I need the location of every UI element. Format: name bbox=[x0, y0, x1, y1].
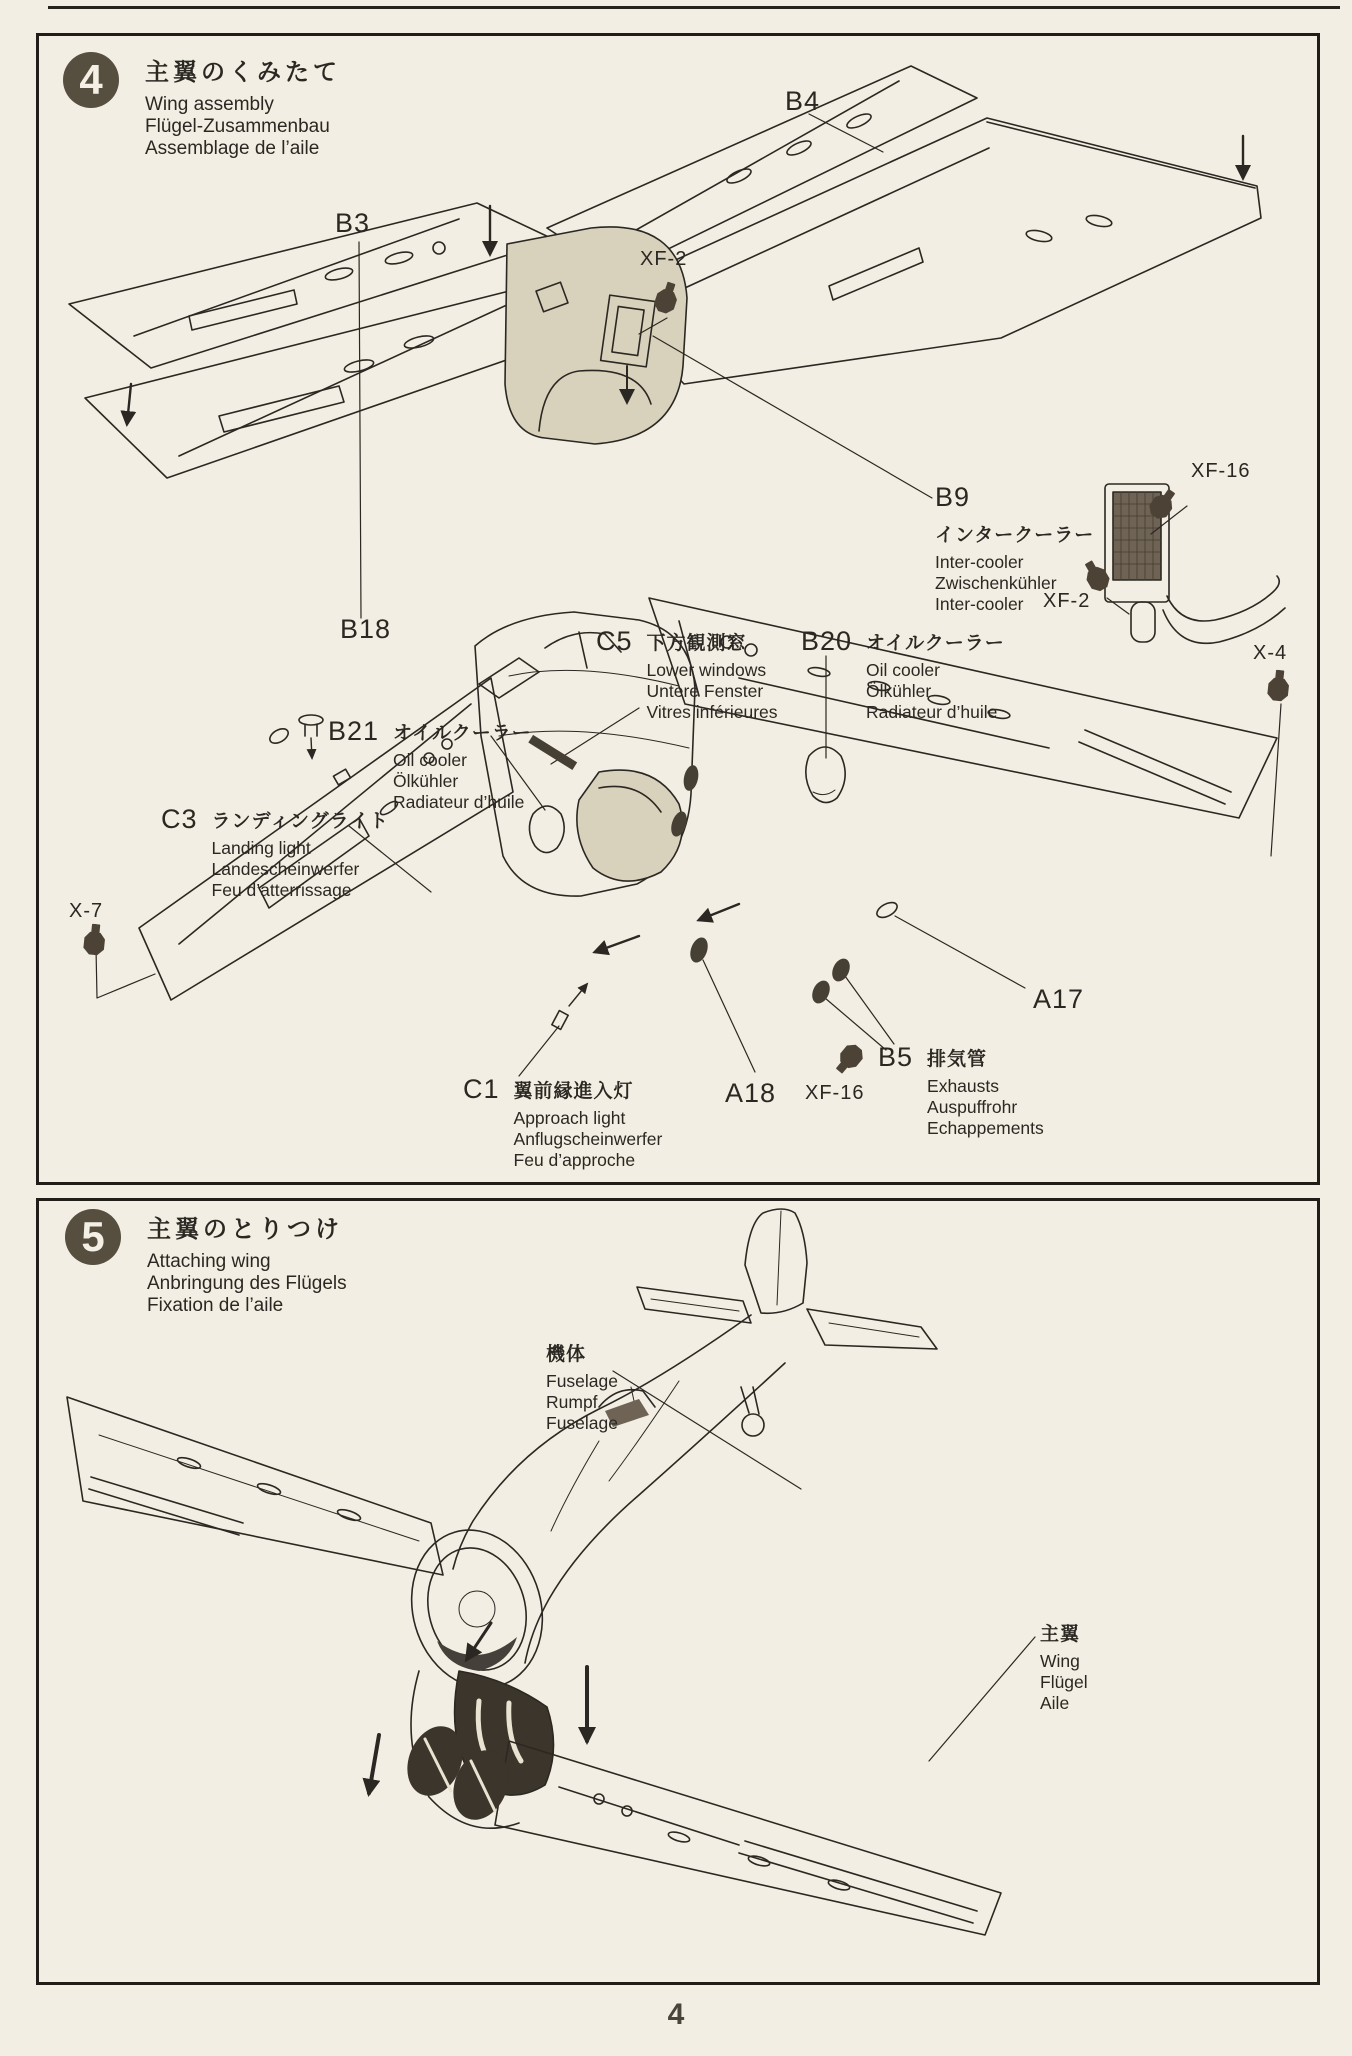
part-label-c5: C5 下方観測窓 Lower windows Untere Fenster Vitres inférieures bbox=[596, 626, 778, 722]
step4-title-ja: 主翼のくみたて bbox=[145, 59, 341, 86]
wing-label: 主翼 Wing Flügel Aile bbox=[1040, 1624, 1088, 1713]
page-number: 4 bbox=[667, 1998, 685, 2031]
part-label-a17: A17 bbox=[1033, 984, 1085, 1014]
paint-mark-xf2-top: XF-2 bbox=[640, 248, 688, 270]
step5-title-ja: 主翼のとりつけ bbox=[147, 1216, 343, 1243]
paint-mark-xf16-exhaust: XF-16 bbox=[805, 1082, 865, 1104]
step5-title-fr: Fixation de l’aile bbox=[147, 1295, 284, 1316]
step4-panel bbox=[36, 33, 1320, 1185]
fuselage-label: 機体 Fuselage Rumpf Fuselage bbox=[546, 1344, 618, 1433]
step5-attaching-wing-illustration bbox=[39, 1201, 1323, 1988]
part-label-b18: B18 bbox=[340, 614, 392, 644]
part-label-a18: A18 bbox=[725, 1078, 777, 1108]
part-label-b3: B3 bbox=[335, 208, 371, 238]
part-label-c3: C3 ランディングライト Landing light Landescheinwerfer Feu d’atterrissage bbox=[161, 804, 390, 900]
part-label-c1: C1 翼前縁進入灯 Approach light Anflugscheinwerfer Feu d’approche bbox=[463, 1074, 663, 1170]
step4-title-de: Flügel-Zusammenbau bbox=[145, 116, 330, 137]
step5-panel bbox=[36, 1198, 1320, 1985]
step4-title-en: Wing assembly bbox=[145, 94, 274, 115]
step4-number-badge: 4 bbox=[63, 52, 119, 108]
part-label-b9: B9 インタークーラー Inter-cooler Zwischenkühler Inter-cooler bbox=[935, 482, 1095, 614]
step4-title-fr: Assemblage de l’aile bbox=[145, 138, 320, 159]
step5-title-de: Anbringung des Flügels bbox=[147, 1273, 347, 1294]
paint-mark-xf2-intercooler: XF-2 bbox=[1043, 590, 1091, 612]
step4-wing-assembly-illustration bbox=[39, 36, 1323, 1188]
page-top-rule bbox=[48, 6, 1340, 9]
paint-mark-x4: X-4 bbox=[1253, 642, 1288, 664]
step5-header bbox=[65, 1209, 347, 1317]
paint-mark-xf16-intercooler: XF-16 bbox=[1191, 460, 1251, 482]
step5-number-badge: 5 bbox=[65, 1209, 121, 1265]
part-label-b21: B21 オイルクーラー Oil cooler Ölkühler Radiateur d’huile bbox=[328, 716, 532, 812]
paint-pot-icon bbox=[1263, 669, 1293, 705]
paint-pot-icon bbox=[79, 923, 109, 959]
part-label-b5: B5 排気管 Exhausts Auspuffrohr Echappements bbox=[878, 1042, 1044, 1138]
step4-header bbox=[63, 52, 341, 160]
paint-mark-x7: X-7 bbox=[69, 900, 104, 922]
step5-title-en: Attaching wing bbox=[147, 1251, 271, 1272]
part-label-b4: B4 bbox=[785, 86, 821, 116]
part-label-b20: B20 オイルクーラー Oil cooler Ölkühler Radiateur d’huile bbox=[801, 626, 1005, 722]
